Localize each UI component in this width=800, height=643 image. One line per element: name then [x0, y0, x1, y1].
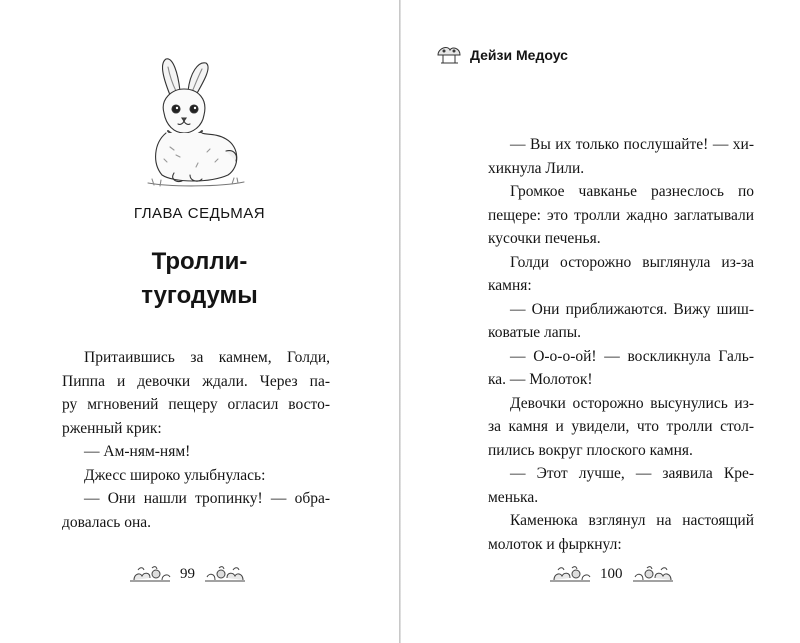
left-page [0, 0, 399, 643]
text-line [488, 321, 754, 345]
text-line [488, 180, 754, 204]
text-line [488, 509, 754, 533]
text-line-content: ру мгновений пещеру огласил восто- [62, 396, 330, 413]
text-line-content: Каменюка взглянул на настоящий [510, 512, 754, 529]
text-line-content: — Ам-ням-ням! [84, 443, 191, 460]
text-line [488, 298, 754, 322]
running-head [436, 44, 568, 66]
text-line-content: — Этот лучше, — заявила Кре- [510, 465, 754, 482]
text-line [488, 157, 754, 181]
text-line [488, 274, 754, 298]
chapter-title [0, 245, 399, 313]
text-line-content: камня: [488, 277, 532, 294]
text-line [488, 415, 754, 439]
floral-ornament-icon [128, 564, 172, 584]
text-line-content: — Они приближаются. Вижу шиш- [510, 300, 754, 318]
text-line-content: кусочки печенья. [488, 230, 601, 247]
chapter-label: ГЛАВА СЕДЬМАЯ [133, 205, 266, 222]
left-body-text [62, 346, 330, 534]
left-folio [128, 563, 247, 585]
text-line-content: рженный крик: [62, 419, 162, 437]
text-line-content: — О-о-о-ой! — воскликнула Галь- [510, 347, 754, 365]
text-line-content: — Вы их только послушайте! — хи- [510, 136, 754, 153]
text-line-content: Девочки осторожно высунулись из- [510, 394, 754, 412]
floral-ornament-icon [548, 564, 592, 584]
text-line [62, 393, 330, 417]
text-line [62, 346, 330, 370]
text-line [488, 133, 754, 157]
text-line [62, 370, 330, 394]
floral-ornament-icon [631, 564, 675, 584]
text-line-content: коватые лапы. [488, 324, 582, 341]
text-line-content: ка. — Молоток! [488, 371, 593, 388]
text-line-content: за камня и увидели, что тролли стол- [488, 418, 754, 435]
right-folio [548, 563, 675, 585]
page-number: 99 [180, 565, 195, 582]
text-line [488, 368, 754, 392]
text-line-content: Пиппа и девочки ждали. Через па- [62, 372, 330, 390]
text-line [488, 486, 754, 510]
mushroom-icon [436, 44, 462, 66]
text-line [488, 227, 754, 251]
text-line-content: — Они нашли тропинку! — обра- [84, 490, 330, 507]
text-line-content: Голди осторожно выглянула из-за [510, 253, 754, 271]
text-line-content: пились вокруг плоского камня. [488, 441, 693, 459]
text-line-content: довалась она. [62, 513, 152, 531]
text-line [488, 439, 754, 463]
text-line-content: Джесс широко улыбнулась: [84, 466, 266, 484]
text-line [488, 251, 754, 275]
text-line-content: пещере: это тролли жадно заглатывали [488, 206, 754, 224]
text-line [488, 204, 754, 228]
text-line-content: Притаившись за камнем, Голди, [84, 349, 330, 366]
right-body-text [488, 133, 754, 556]
text-line-content: молоток и фыркнул: [488, 535, 622, 553]
text-line [488, 392, 754, 416]
page-number: 100 [600, 565, 623, 582]
text-line [488, 345, 754, 369]
floral-ornament-icon [203, 564, 247, 584]
bunny-illustration-icon [140, 55, 250, 190]
text-line [62, 487, 330, 511]
text-line [62, 464, 330, 488]
text-line-content: менька. [488, 488, 539, 506]
text-line-content: хикнула Лили. [488, 159, 585, 177]
text-line [62, 440, 330, 464]
chapter-title-line: тугодумы [141, 282, 258, 309]
text-line [62, 417, 330, 441]
text-line-content: Громкое чавканье разнеслось по [510, 183, 754, 200]
text-line [62, 511, 330, 535]
chapter-title-line: Тролли- [151, 248, 248, 275]
running-head-author: Дейзи Медоус [470, 47, 568, 63]
text-line [488, 462, 754, 486]
text-line [488, 533, 754, 557]
